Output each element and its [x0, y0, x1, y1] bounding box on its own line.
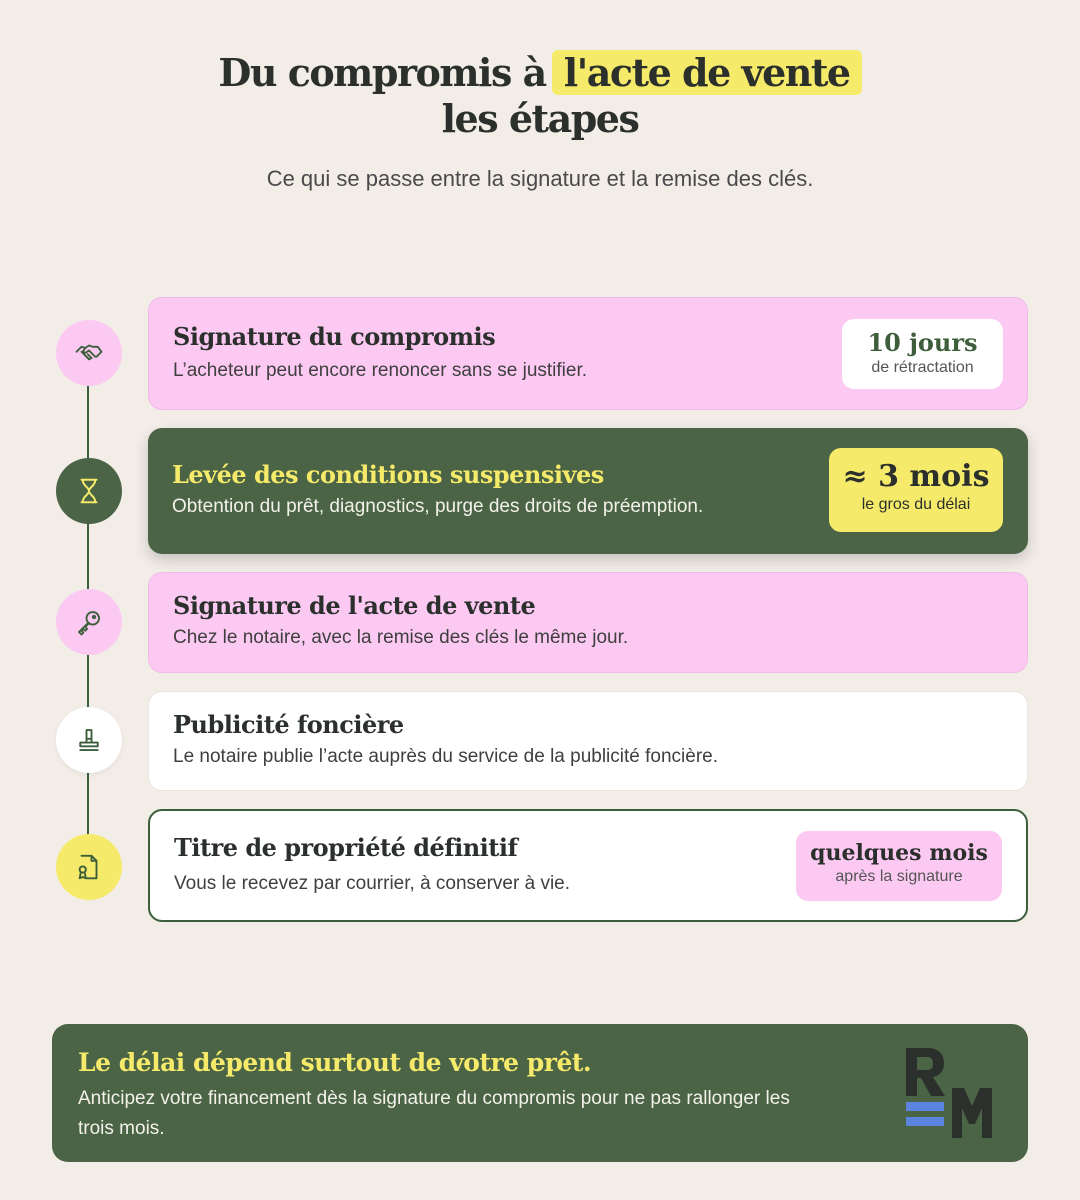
key-icon	[74, 607, 104, 637]
badge-label: après la signature	[835, 868, 963, 885]
step-badge	[842, 319, 1003, 389]
step-title: Publicité foncière	[173, 710, 404, 739]
badge-value: quelques mois	[810, 840, 988, 866]
banner-title: Le délai dépend surtout de votre prêt.	[78, 1048, 592, 1077]
step-title: Titre de propriété définitif	[174, 833, 518, 862]
title-line2: les étapes	[441, 96, 639, 141]
certificate-document-icon	[74, 852, 104, 882]
step-title: Levée des conditions suspensives	[172, 460, 604, 489]
step-card-1	[148, 297, 1028, 410]
badge-label: de rétractation	[871, 359, 974, 376]
step4-node	[56, 707, 122, 773]
step-title: Signature du compromis	[173, 322, 496, 351]
handshake-icon	[74, 338, 104, 368]
hourglass-icon	[74, 476, 104, 506]
banner-description: Anticipez votre financement dès la signature du compromis pour ne pas rallonger les trois mois.	[78, 1088, 790, 1139]
step-card-2	[148, 428, 1028, 554]
badge-value: 10 jours	[867, 328, 978, 357]
step-description: Chez le notaire, avec la remise des clés le même jour.	[173, 627, 629, 648]
step-title: Signature de l'acte de vente	[173, 591, 536, 620]
rm-logo	[904, 1048, 1000, 1138]
step3-node	[56, 589, 122, 655]
title-part1: Du compromis à	[218, 50, 546, 95]
bottom-banner	[52, 1024, 1028, 1162]
step-card-4	[148, 691, 1028, 791]
step-description: L’acheteur peut encore renoncer sans se justifier.	[173, 360, 588, 381]
step-description: Obtention du prêt, diagnostics, purge des droits de préemption.	[172, 496, 704, 517]
step-card-3	[148, 572, 1028, 673]
step-description: Vous le recevez par courrier, à conserver à vie.	[174, 873, 571, 894]
page-subtitle: Ce qui se passe entre la signature et la remise des clés.	[266, 166, 814, 191]
step2-node	[56, 458, 122, 524]
badge-value: ≈ 3 mois	[842, 459, 990, 494]
step-description: Le notaire publie l’acte auprès du service de la publicité foncière.	[173, 746, 718, 767]
step-badge	[829, 448, 1003, 532]
step-card-5	[148, 809, 1028, 922]
page-title	[0, 50, 1080, 142]
title-highlight: l'acte de vente	[552, 50, 862, 95]
step1-node	[56, 320, 122, 386]
badge-label: le gros du délai	[861, 496, 971, 513]
stamp-icon	[74, 725, 104, 755]
step5-node	[56, 834, 122, 900]
step-badge	[796, 831, 1002, 901]
